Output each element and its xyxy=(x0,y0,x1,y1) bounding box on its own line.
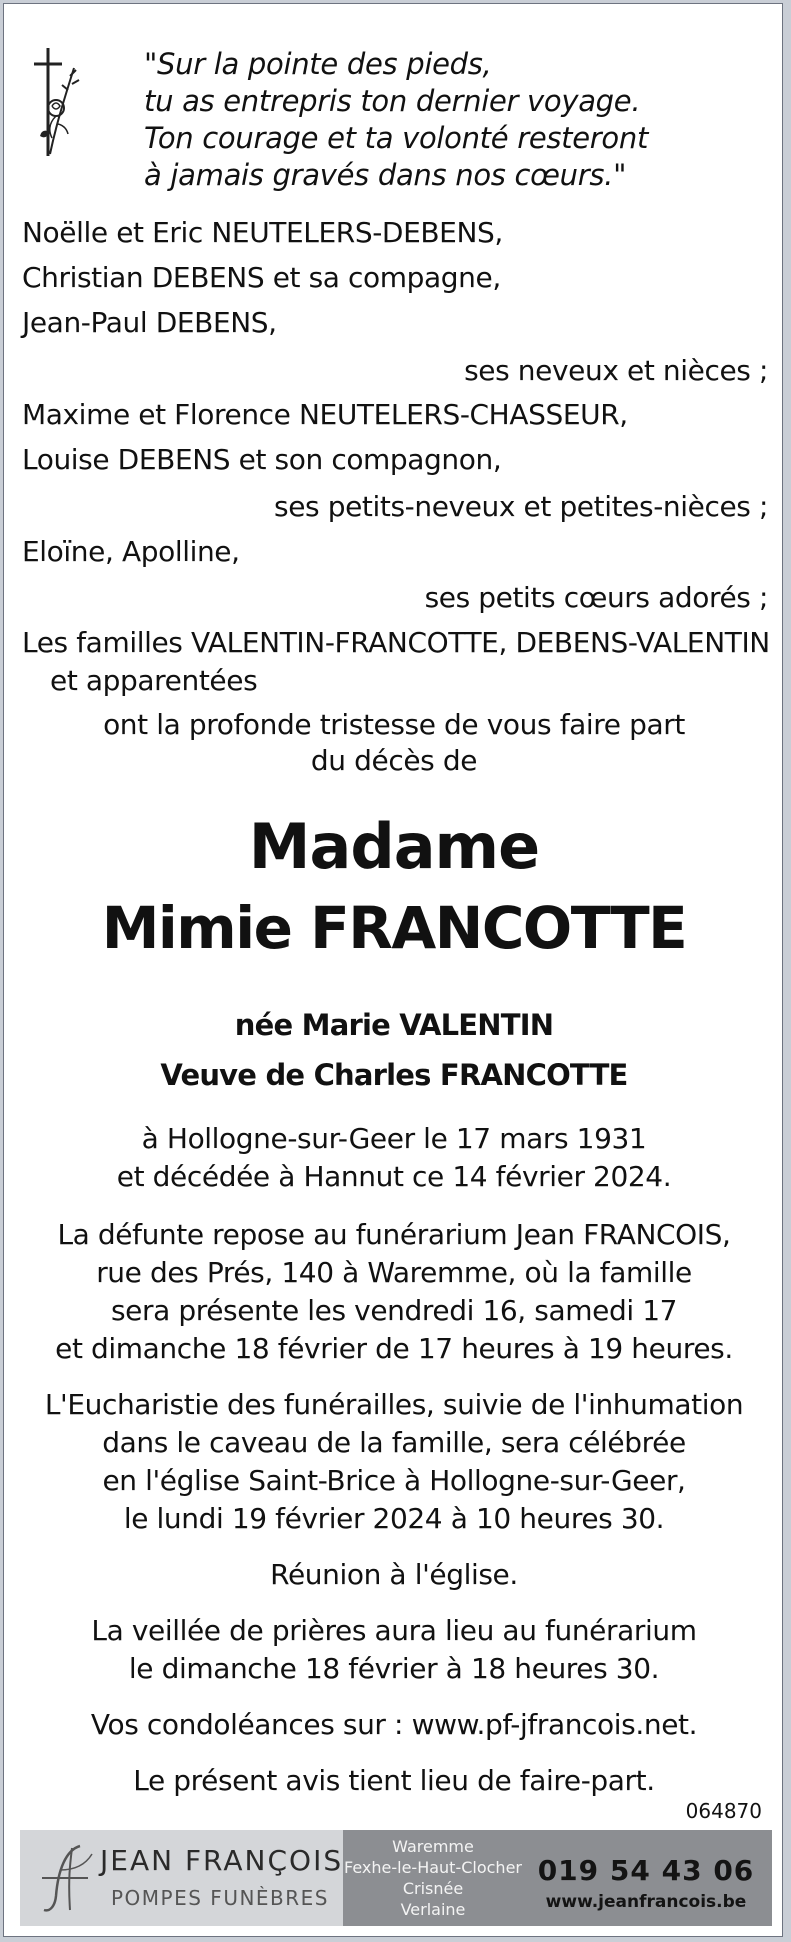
poem-line: à jamais gravés dans nos cœurs." xyxy=(144,158,627,192)
announcement-line: du décès de xyxy=(310,744,478,777)
funeral-home-banner xyxy=(20,1830,772,1926)
poem-line: Ton courage et ta volonté resteront xyxy=(144,121,649,155)
cross-rose-icon xyxy=(26,46,82,158)
poem-quote xyxy=(144,46,764,194)
town-list xyxy=(343,1836,523,1920)
phone-number: 019 54 43 06 xyxy=(537,1854,755,1887)
family-line: Christian DEBENS et sa compagne, xyxy=(22,261,501,294)
town-name: Waremme xyxy=(392,1837,474,1856)
poem-line: tu as entrepris ton dernier voyage. xyxy=(144,84,641,118)
announcement-line: ont la profonde tristesse de vous faire part xyxy=(103,708,685,741)
birth-name: née Marie VALENTIN xyxy=(234,1008,554,1042)
deceased-title: Madame xyxy=(248,810,540,883)
family-line: Noëlle et Eric NEUTELERS-DEBENS, xyxy=(22,216,503,249)
funerarium-line: sera présente les vendredi 16, samedi 17 xyxy=(110,1294,678,1327)
eucharist-line: en l'église Saint-Brice à Hollogne-sur-Geer, xyxy=(102,1464,686,1497)
reference-number: 064870 xyxy=(685,1799,762,1823)
birth-line: à Hollogne-sur-Geer le 17 mars 1931 xyxy=(141,1122,647,1155)
town-name: Crisnée xyxy=(402,1879,464,1898)
poem-line: "Sur la pointe des pieds, xyxy=(144,47,492,81)
family-line: Jean-Paul DEBENS, xyxy=(22,306,277,339)
eucharist-line: le lundi 19 février 2024 à 10 heures 30. xyxy=(123,1502,665,1535)
condolences-line: Vos condoléances sur : www.pf-jfrancois.net. xyxy=(90,1708,698,1741)
jf-monogram-icon xyxy=(36,1840,100,1916)
eucharist-line: L'Eucharistie des funérailles, suivie de l'inhumation xyxy=(44,1388,744,1421)
family-role: ses neveux et nièces ; xyxy=(464,354,768,387)
family-line: Les familles VALENTIN-FRANCOTTE, DEBENS-VALENTIN xyxy=(22,626,770,659)
family-line: Maxime et Florence NEUTELERS-CHASSEUR, xyxy=(22,398,628,431)
widow-of: Veuve de Charles FRANCOTTE xyxy=(160,1058,628,1092)
company-subtitle: POMPES FUNÈBRES xyxy=(111,1886,329,1910)
company-name: JEAN FRANÇOIS xyxy=(100,1844,344,1877)
family-line: Louise DEBENS et son compagnon, xyxy=(22,443,502,476)
eucharist-line: dans le caveau de la famille, sera célébrée xyxy=(102,1426,686,1459)
death-line: et décédée à Hannut ce 14 février 2024. xyxy=(116,1160,672,1193)
funerarium-line: et dimanche 18 février de 17 heures à 19 heures. xyxy=(55,1332,733,1365)
notice-line: Le présent avis tient lieu de faire-part. xyxy=(133,1764,655,1797)
family-line: et apparentées xyxy=(50,664,258,697)
banner-brand-panel xyxy=(20,1830,343,1926)
obituary-notice xyxy=(3,3,783,1937)
family-role: ses petits-neveux et petites-nièces ; xyxy=(274,490,768,523)
family-role: ses petits cœurs adorés ; xyxy=(424,581,768,614)
deceased-name: Mimie FRANCOTTE xyxy=(101,894,687,962)
town-name: Verlaine xyxy=(400,1900,466,1919)
town-name: Fexhe-le-Haut-Clocher xyxy=(344,1858,522,1877)
reunion-line: Réunion à l'église. xyxy=(270,1558,518,1591)
funerarium-line: La défunte repose au funérarium Jean FRANCOIS, xyxy=(57,1218,731,1251)
funerarium-line: rue des Prés, 140 à Waremme, où la famille xyxy=(96,1256,692,1289)
banner-contact-panel xyxy=(343,1830,772,1926)
vigil-line: le dimanche 18 février à 18 heures 30. xyxy=(128,1652,660,1685)
vigil-line: La veillée de prières aura lieu au funérarium xyxy=(91,1614,697,1647)
website-link[interactable]: www.jeanfrancois.be xyxy=(545,1892,747,1912)
family-line: Eloïne, Apolline, xyxy=(22,535,240,568)
